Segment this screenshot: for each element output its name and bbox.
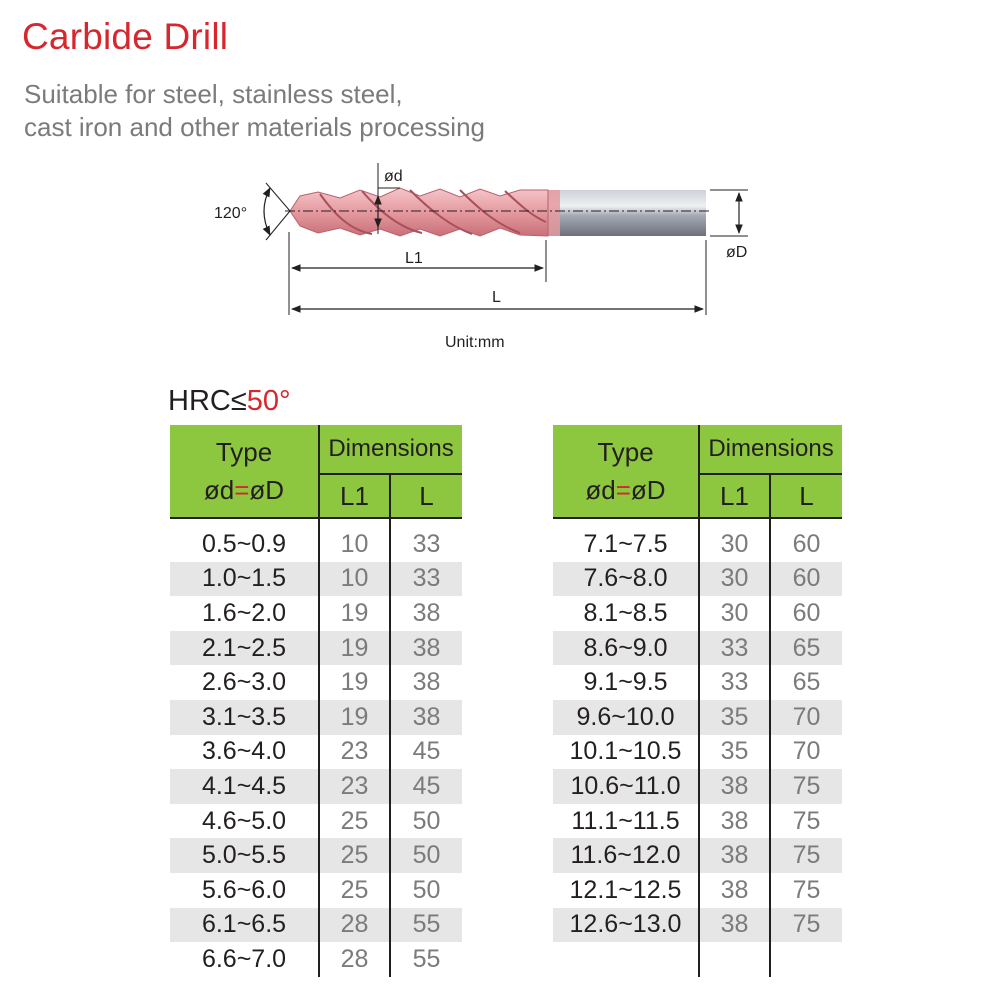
l-cell: 38 [412, 668, 441, 697]
type-cell: 7.1~7.5 [553, 518, 699, 562]
l1-cell: 30 [699, 596, 770, 631]
table-row [170, 596, 462, 631]
l1-cell: 28 [319, 942, 390, 977]
type-cell: 12.1~12.5 [553, 873, 699, 908]
table-row [553, 873, 842, 908]
l1-cell: 10 [319, 518, 390, 562]
type-cell: 3.6~4.0 [170, 735, 319, 770]
l-cell: 55 [412, 944, 441, 973]
l1-cell: 25 [319, 873, 390, 908]
l-cell: 75 [792, 875, 821, 904]
l-cell: 33 [412, 529, 441, 558]
l1-cell: 35 [699, 700, 770, 735]
table-row [553, 735, 842, 770]
type-cell: 3.1~3.5 [170, 700, 319, 735]
type-cell: 4.6~5.0 [170, 804, 319, 839]
table-row [553, 804, 842, 839]
l1-cell: 38 [699, 769, 770, 804]
l-cell: 70 [770, 700, 842, 735]
spec-table-left [170, 425, 462, 977]
l-cell: 65 [770, 631, 842, 666]
small-diameter-label: ød [384, 168, 403, 185]
l-cell: 45 [390, 769, 462, 804]
l-cell: 60 [792, 529, 821, 558]
l1-cell: 23 [319, 735, 390, 770]
l-cell: 45 [412, 737, 441, 766]
type-cell: 4.1~4.5 [170, 769, 319, 804]
l1-cell: 19 [319, 665, 390, 700]
l-cell: 75 [792, 806, 821, 835]
l-cell: 50 [412, 806, 441, 835]
l1-header: L1 [699, 474, 770, 518]
l1-cell: 38 [699, 804, 770, 839]
hardness-value: 50° [246, 385, 291, 417]
l1-cell: 23 [319, 769, 390, 804]
type-cell: 9.6~10.0 [553, 700, 699, 735]
l-cell: 38 [390, 631, 462, 666]
type-cell: 0.5~0.9 [170, 518, 319, 562]
l1-cell: 19 [319, 631, 390, 666]
l1-cell: 38 [699, 838, 770, 873]
type-cell: 6.1~6.5 [170, 908, 319, 943]
table-row [553, 838, 842, 873]
table-row [170, 804, 462, 839]
total-length-label: L [492, 289, 501, 306]
l1-cell: 35 [699, 735, 770, 770]
subtitle-line-2: cast iron and other materials processing [24, 112, 486, 142]
table-row [553, 769, 842, 804]
l1-cell: 38 [699, 873, 770, 908]
dimensions-header: Dimensions [319, 425, 462, 474]
table-row [553, 596, 842, 631]
spec-table-right [553, 425, 842, 977]
l-cell: 75 [770, 769, 842, 804]
type-cell: 10.6~11.0 [553, 769, 699, 804]
table-row [170, 665, 462, 700]
type-cell: 8.6~9.0 [553, 631, 699, 666]
table-row [553, 908, 842, 943]
l-cell: 70 [792, 737, 821, 766]
large-diameter-label: øD [726, 244, 748, 261]
type-cell: 5.0~5.5 [170, 838, 319, 873]
type-cell: 1.6~2.0 [170, 596, 319, 631]
drill-shank [548, 190, 706, 236]
type-cell: 11.6~12.0 [553, 838, 699, 873]
table-row [170, 518, 462, 562]
angle-label: 120° [214, 205, 248, 222]
type-cell: 2.6~3.0 [170, 665, 319, 700]
flute-length-label: L1 [405, 250, 423, 267]
l-cell: 65 [792, 668, 821, 697]
table-row [170, 700, 462, 735]
dimensions-header: Dimensions [699, 425, 842, 474]
table-body [553, 518, 842, 977]
type-cell [553, 942, 699, 977]
l1-cell: 33 [699, 631, 770, 666]
table-body [170, 518, 462, 977]
drill-diagram [0, 0, 1003, 360]
table-row [553, 518, 842, 562]
l1-cell: 19 [319, 700, 390, 735]
l-header: L [770, 474, 842, 518]
type-cell: 8.1~8.5 [553, 596, 699, 631]
table-row [553, 562, 842, 597]
l-cell [770, 942, 842, 977]
type-cell: 2.1~2.5 [170, 631, 319, 666]
l1-cell: 25 [319, 838, 390, 873]
l1-cell: 30 [699, 562, 770, 597]
l-cell: 60 [792, 598, 821, 627]
l-cell: 38 [412, 598, 441, 627]
table-row [170, 908, 462, 943]
l-cell: 60 [770, 562, 842, 597]
type-cell: 11.1~11.5 [553, 804, 699, 839]
hardness-heading [168, 385, 291, 418]
page-title: Carbide Drill [22, 16, 229, 57]
l-cell: 50 [412, 875, 441, 904]
drill-flute-body [290, 188, 548, 236]
table-row [553, 665, 842, 700]
l1-cell: 38 [699, 908, 770, 943]
table-row [170, 735, 462, 770]
l1-cell: 30 [699, 518, 770, 562]
table-row [170, 631, 462, 666]
table-row [170, 942, 462, 977]
table-row [553, 942, 842, 977]
l1-cell [699, 942, 770, 977]
type-cell: 7.6~8.0 [553, 562, 699, 597]
type-header: Type ød=øD [170, 425, 319, 518]
table-row [170, 769, 462, 804]
l1-cell: 33 [699, 665, 770, 700]
l-header: L [390, 474, 462, 518]
l-cell: 50 [390, 838, 462, 873]
l-cell: 38 [390, 700, 462, 735]
table-row [553, 631, 842, 666]
l1-cell: 19 [319, 596, 390, 631]
l-cell: 75 [770, 908, 842, 943]
type-cell: 12.6~13.0 [553, 908, 699, 943]
type-cell: 6.6~7.0 [170, 942, 319, 977]
l-cell: 33 [390, 562, 462, 597]
unit-note: Unit:mm [445, 334, 505, 351]
l1-cell: 10 [319, 562, 390, 597]
type-cell: 10.1~10.5 [553, 735, 699, 770]
table-row [170, 838, 462, 873]
table-row [170, 562, 462, 597]
l-cell: 75 [770, 838, 842, 873]
l1-cell: 28 [319, 908, 390, 943]
type-header: Type ød=øD [553, 425, 699, 518]
l-cell: 55 [390, 908, 462, 943]
l1-header: L1 [319, 474, 390, 518]
type-cell: 5.6~6.0 [170, 873, 319, 908]
table-row [553, 700, 842, 735]
hardness-prefix: HRC≤ [168, 385, 247, 417]
type-cell: 9.1~9.5 [553, 665, 699, 700]
subtitle-line-1: Suitable for steel, stainless steel, [24, 79, 403, 109]
table-row [170, 873, 462, 908]
l1-cell: 25 [319, 804, 390, 839]
type-cell: 1.0~1.5 [170, 562, 319, 597]
